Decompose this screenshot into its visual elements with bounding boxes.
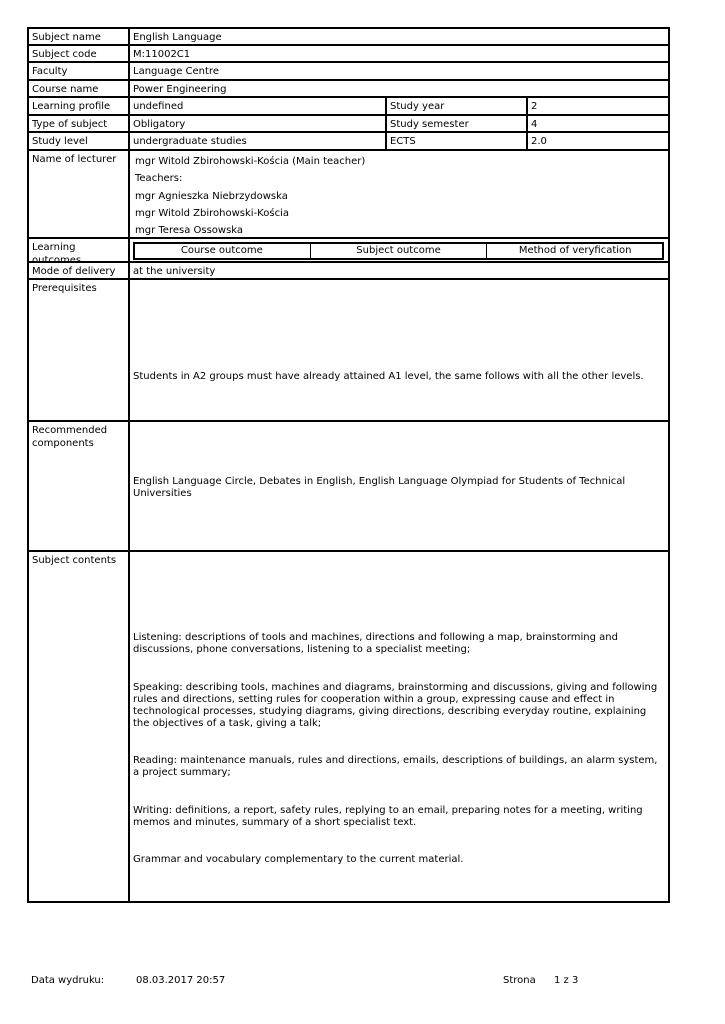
learning-outcomes-label: Learning outcomes xyxy=(29,239,130,261)
subject-code-label: Subject code xyxy=(29,46,130,61)
reading-paragraph: Reading: maintenance manuals, rules and directions, emails, descriptions of buildings, an alarm system, a project summary; xyxy=(133,755,658,778)
study-year-value: 2 xyxy=(531,101,538,112)
row-faculty xyxy=(29,63,668,81)
teacher-item: mgr Teresa Ossowska xyxy=(135,225,244,236)
prerequisites-label: Prerequisites xyxy=(29,280,130,420)
row-type-of-subject xyxy=(29,116,668,133)
grammar-paragraph: Grammar and vocabulary complementary to the current material. xyxy=(133,854,464,865)
teacher-item: mgr Witold Zbirohowski-Kościa xyxy=(135,208,289,219)
subject-name-label: Subject name xyxy=(29,29,130,44)
recommended-components-label: Recommended components xyxy=(29,422,130,550)
print-date-label: Data wydruku: xyxy=(31,975,105,986)
course-name-value: Power Engineering xyxy=(133,84,227,95)
subject-code-value: M:11002C1 xyxy=(133,49,191,60)
row-lecturer xyxy=(29,151,668,239)
study-level-value: undergraduate studies xyxy=(130,133,387,149)
teacher-item: mgr Agnieszka Niebrzydowska xyxy=(135,191,288,202)
row-study-level xyxy=(29,133,668,151)
study-semester-label: Study semester xyxy=(387,116,528,131)
study-year-label: Study year xyxy=(387,98,528,114)
row-prerequisites xyxy=(29,280,668,422)
writing-paragraph: Writing: definitions, a report, safety rules, replying to an email, preparing notes for a meeting, writing memos and minutes, summary of a short specialist text. xyxy=(133,805,643,828)
learning-profile-label: Learning profile xyxy=(29,98,130,114)
print-date-value: 08.03.2017 20:57 xyxy=(136,975,226,986)
subject-card xyxy=(27,27,670,903)
learning-outcomes-table-header xyxy=(133,242,664,260)
page-number: 1 z 3 xyxy=(554,975,579,986)
listening-paragraph: Listening: descriptions of tools and machines, directions and following a map, brainstorming and discussions, phone conversations, listening to a specialist meeting; xyxy=(133,632,618,655)
study-semester-value: 4 xyxy=(531,119,538,130)
faculty-value: Language Centre xyxy=(133,66,219,77)
row-subject-code xyxy=(29,46,668,63)
main-teacher: mgr Witold Zbirohowski-Kościa (Main teacher) xyxy=(135,156,366,167)
speaking-paragraph: Speaking: describing tools, machines and diagrams, brainstorming and discussions, giving and following rules and directions, setting rules for cooperation within a group, expressing cause and effect in technological processes, studying diagrams, giving directions, describing everyday routine, explaining the objectives of a task, giving a talk; xyxy=(133,682,658,729)
faculty-label: Faculty xyxy=(29,63,130,79)
row-course-name xyxy=(29,81,668,98)
prerequisites-text: Students in A2 groups must have already attained A1 level, the same follows with all the other levels. xyxy=(133,371,644,382)
course-name-label: Course name xyxy=(29,81,130,96)
subject-contents-label: Subject contents xyxy=(29,552,130,901)
lecturer-list xyxy=(135,153,662,239)
ects-label: ECTS xyxy=(387,133,528,149)
subject-outcome-header: Subject outcome xyxy=(311,243,488,259)
page-label: Strona xyxy=(503,975,536,986)
row-recommended-components xyxy=(29,422,668,552)
lecturer-label: Name of lecturer xyxy=(29,151,130,237)
verification-method-header: Method of veryfication xyxy=(518,245,632,256)
type-of-subject-label: Type of subject xyxy=(29,116,130,131)
learning-profile-value: undefined xyxy=(130,98,387,114)
row-subject-name xyxy=(29,29,668,46)
row-learning-profile xyxy=(29,98,668,116)
mode-of-delivery-label: Mode of delivery xyxy=(29,263,130,278)
type-of-subject-value: Obligatory xyxy=(130,116,387,131)
subject-name-value: English Language xyxy=(133,32,222,43)
row-mode-of-delivery xyxy=(29,263,668,280)
study-level-label: Study level xyxy=(29,133,130,149)
course-outcome-header: Course outcome xyxy=(134,243,311,259)
ects-value: 2.0 xyxy=(531,136,547,147)
teachers-label: Teachers: xyxy=(135,173,183,184)
row-subject-contents xyxy=(29,552,668,901)
mode-of-delivery-value: at the university xyxy=(133,266,216,277)
row-learning-outcomes xyxy=(29,239,668,266)
recommended-components-text: English Language Circle, Debates in English, English Language Olympiad for Students of Technical Universities xyxy=(133,476,626,499)
